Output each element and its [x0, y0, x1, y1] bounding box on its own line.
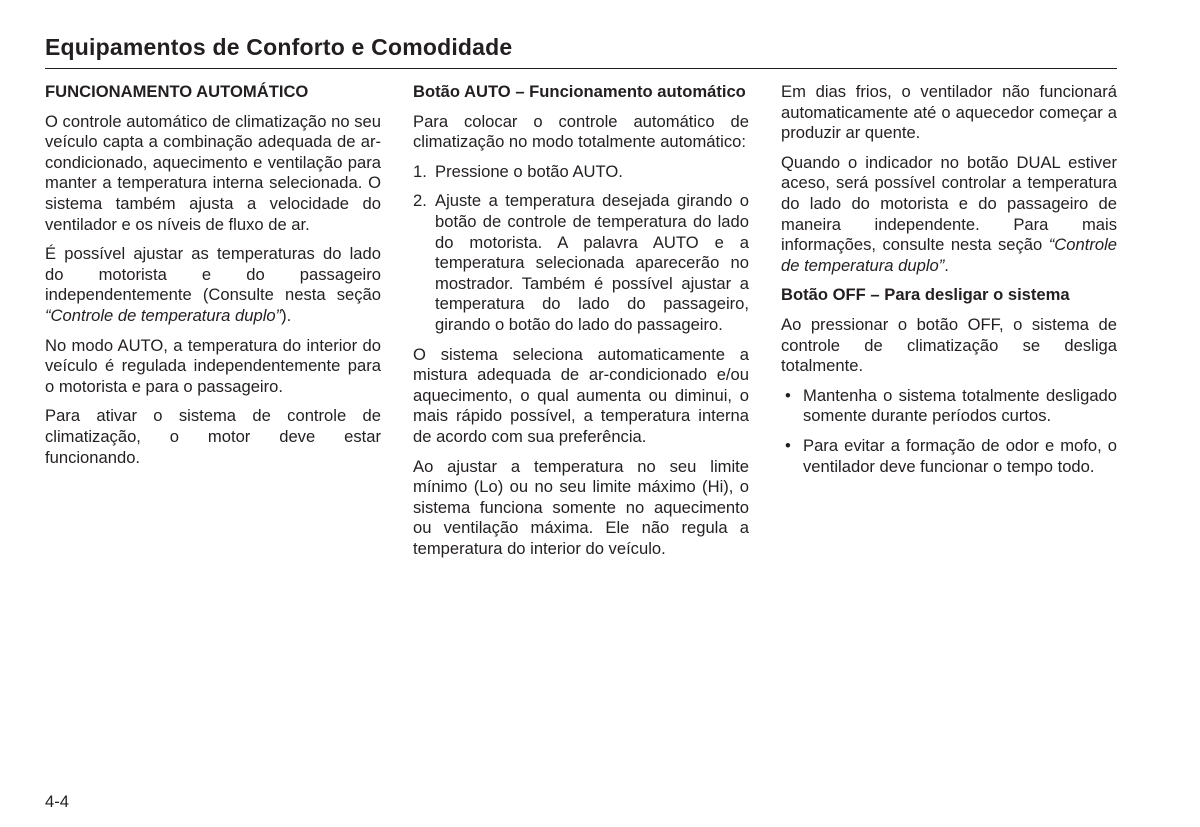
- paragraph: Ao pressionar o botão OFF, o sistema de controle de climatização se desliga totalmente.: [781, 314, 1117, 376]
- column-middle: [413, 82, 749, 568]
- bullet-text: Mantenha o sistema totalmente desligado somente durante períodos curtos.: [803, 385, 1117, 426]
- section-heading-off-button: Botão OFF – Para desligar o sistema: [781, 285, 1070, 305]
- header-divider: [45, 68, 1117, 69]
- paragraph: O sistema seleciona automaticamente a mistura adequada de ar-condicionado e/ou aquecimento, o qual aumenta ou diminui, o mais rápido possível, a temperatura interna de acordo com sua preferência.: [413, 344, 749, 446]
- paragraph-text: É possível ajustar as temperaturas do lado do motorista e do passageiro independentemente (Consulte nesta seção: [45, 244, 381, 305]
- bullet-icon: •: [785, 385, 791, 405]
- list-item: [413, 191, 749, 335]
- section-heading-auto-button: Botão AUTO – Funcionamento automático: [413, 82, 746, 101]
- bullet-list: [781, 386, 1117, 477]
- list-item: [413, 162, 749, 183]
- paragraph-text: .: [944, 255, 949, 275]
- step-text: Ajuste a temperatura desejada girando o botão de controle de temperatura do lado do motorista. A palavra AUTO e a temperatura selecionada aparecerão no mostrador. Também é possível ajustar a temperatura do lado do passageiro, girando o botão do lado do passageiro.: [435, 191, 749, 334]
- step-number: 2.: [413, 191, 427, 211]
- list-item: [781, 436, 1117, 477]
- paragraph-text: Quando o indicador no botão DUAL estiver aceso, será possível controlar a temperatura do lado do motorista e do passageiro de maneira independente. Para mais informações, consulte nesta seção: [781, 152, 1117, 255]
- paragraph: [45, 244, 381, 326]
- paragraph-text: ).: [281, 305, 292, 325]
- paragraph: Para colocar o controle automático de climatização no modo totalmente automático:: [413, 111, 749, 152]
- cross-reference: “Controle de temperatura duplo”: [45, 305, 282, 325]
- column-left: [45, 82, 381, 477]
- section-heading-automatic: FUNCIONAMENTO AUTOMÁTICO: [45, 82, 309, 101]
- paragraph: [781, 153, 1117, 277]
- paragraph: Para ativar o sistema de controle de climatização, o motor deve estar funcionando.: [45, 406, 381, 467]
- page-number: 4-4: [45, 792, 69, 811]
- paragraph: Em dias frios, o ventilador não funcionará automaticamente até o aquecedor começar a produzir ar quente.: [781, 82, 1117, 143]
- bullet-icon: •: [785, 435, 791, 455]
- step-number: 1.: [413, 161, 427, 181]
- paragraph: Ao ajustar a temperatura no seu limite mínimo (Lo) ou no seu limite máximo (Hi), o sistema funciona somente no aquecimento ou ventilação máxima. Ele não regula a temperatura do interior do veículo.: [413, 456, 749, 558]
- column-right: [781, 82, 1117, 486]
- steps-list: [413, 162, 749, 336]
- paragraph: No modo AUTO, a temperatura do interior do veículo é regulada independentemente para o motorista e para o passageiro.: [45, 335, 381, 396]
- bullet-text: Para evitar a formação de odor e mofo, o ventilador deve funcionar o tempo todo.: [803, 435, 1117, 476]
- page-title: Equipamentos de Conforto e Comodidade: [45, 34, 513, 60]
- cross-reference: “Controle de temperatura duplo”: [781, 235, 1117, 275]
- list-item: [781, 386, 1117, 427]
- paragraph: O controle automático de climatização no seu veículo capta a combinação adequada de ar-condicionado, aquecimento e ventilação para manter a temperatura interna selecionada. O sistema também ajusta a velocidade do ventilador e os níveis de fluxo de ar.: [45, 111, 381, 234]
- step-text: Pressione o botão AUTO.: [435, 161, 623, 181]
